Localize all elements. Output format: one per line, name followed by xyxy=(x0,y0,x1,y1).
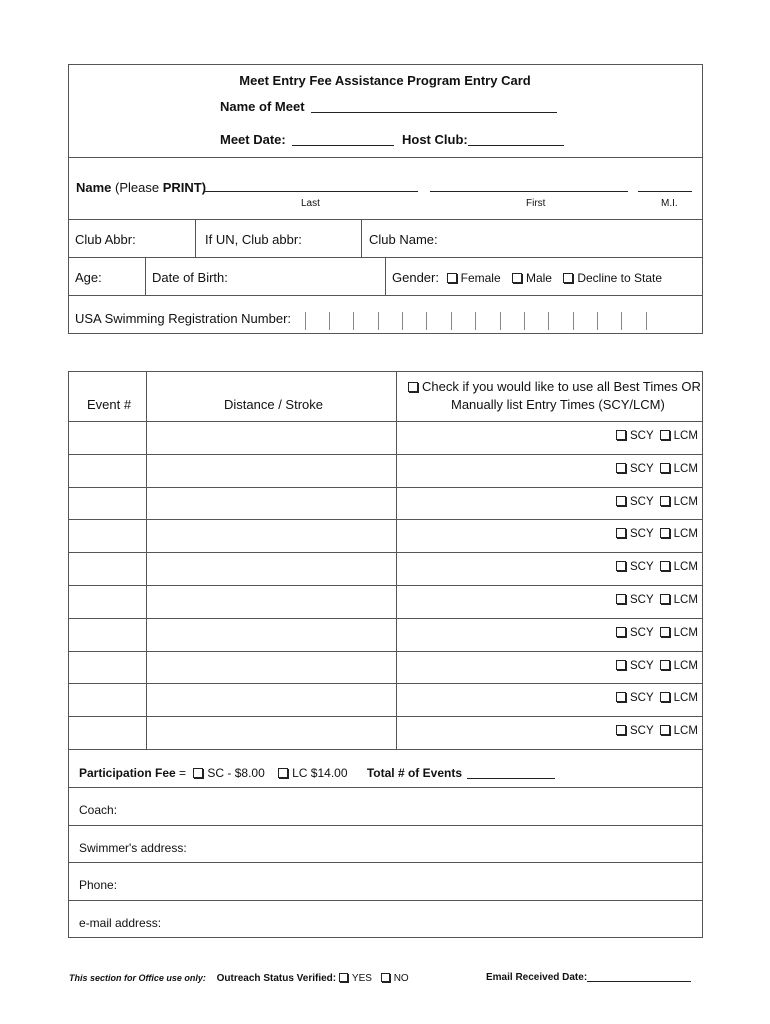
meet-date-row xyxy=(220,132,564,148)
scy-checkbox[interactable] xyxy=(616,660,626,670)
lcm-checkbox[interactable] xyxy=(660,496,670,506)
event-number-cell[interactable] xyxy=(69,651,146,684)
last-sublabel: Last xyxy=(301,198,320,209)
fee-row xyxy=(79,765,555,781)
scy-option: SCY xyxy=(630,626,654,639)
distance-stroke-cell[interactable] xyxy=(147,618,396,651)
lcm-checkbox[interactable] xyxy=(660,594,670,604)
scy-checkbox[interactable] xyxy=(616,627,626,637)
distance-stroke-cell[interactable] xyxy=(147,683,396,716)
lcm-option: LCM xyxy=(673,594,698,606)
registration-label: USA Swimming Registration Number: xyxy=(75,311,292,326)
lcm-option: LCM xyxy=(673,659,698,672)
event-course-options xyxy=(616,463,698,475)
club-name-label[interactable]: Club Name: xyxy=(369,232,438,247)
lcm-option: LCM xyxy=(673,725,698,738)
event-number-cell[interactable] xyxy=(69,585,146,618)
club-abbr-label[interactable]: Club Abbr: xyxy=(75,232,136,247)
scy-option: SCY xyxy=(630,659,654,672)
host-club-field[interactable] xyxy=(468,134,564,146)
divider xyxy=(361,219,362,257)
registration-digit-divider xyxy=(475,312,476,330)
scy-checkbox[interactable] xyxy=(616,725,626,735)
total-events-label: Total # of Events xyxy=(366,766,462,780)
divider xyxy=(68,825,703,826)
scy-checkbox[interactable] xyxy=(616,528,626,538)
event-number-cell[interactable] xyxy=(69,683,146,716)
scy-option: SCY xyxy=(630,561,654,574)
distance-stroke-cell[interactable] xyxy=(147,454,396,487)
middle-initial-field[interactable] xyxy=(638,181,692,192)
scy-checkbox[interactable] xyxy=(616,692,626,702)
lcm-checkbox[interactable] xyxy=(660,627,670,637)
registration-digit-divider xyxy=(500,312,501,330)
event-number-cell[interactable] xyxy=(69,487,146,520)
scy-option: SCY xyxy=(630,594,654,606)
event-course-options xyxy=(616,561,698,573)
lcm-checkbox[interactable] xyxy=(660,725,670,735)
dob-label[interactable]: Date of Birth: xyxy=(152,270,228,285)
registration-digit-divider xyxy=(402,312,403,330)
divider xyxy=(68,219,703,220)
phone-label[interactable]: Phone: xyxy=(79,878,118,892)
lcm-checkbox[interactable] xyxy=(660,463,670,473)
divider xyxy=(385,257,386,295)
registration-digit-divider xyxy=(548,312,549,330)
event-number-cell[interactable] xyxy=(69,421,146,454)
male-checkbox[interactable] xyxy=(512,273,522,283)
registration-digit-divider xyxy=(646,312,647,330)
meet-name-field[interactable] xyxy=(311,101,557,113)
swimmer-address-label[interactable]: Swimmer's address: xyxy=(79,841,187,855)
lc-fee-checkbox[interactable] xyxy=(278,768,288,778)
scy-option: SCY xyxy=(630,495,654,508)
female-checkbox[interactable] xyxy=(447,273,457,283)
registration-digit-divider xyxy=(621,312,622,330)
sc-fee-option: SC - $8.00 xyxy=(207,766,265,780)
registration-digit-divider xyxy=(305,312,306,330)
event-course-options xyxy=(616,692,698,704)
scy-checkbox[interactable] xyxy=(616,496,626,506)
no-checkbox[interactable] xyxy=(381,973,390,982)
total-events-field[interactable] xyxy=(467,767,555,779)
lc-fee-option: LC $14.00 xyxy=(292,766,348,780)
yes-checkbox[interactable] xyxy=(339,973,348,982)
last-name-field[interactable] xyxy=(204,181,418,192)
distance-stroke-cell[interactable] xyxy=(147,519,396,552)
card-title: Meet Entry Fee Assistance Program Entry Card xyxy=(239,73,531,88)
scy-option: SCY xyxy=(630,725,654,738)
event-number-cell[interactable] xyxy=(69,716,146,749)
divider xyxy=(68,862,703,863)
best-times-header xyxy=(408,379,701,395)
event-number-cell[interactable] xyxy=(69,519,146,552)
lcm-option: LCM xyxy=(673,528,698,541)
registration-digit-divider xyxy=(329,312,330,330)
divider xyxy=(68,900,703,901)
yes-option: YES xyxy=(351,973,372,984)
event-number-cell[interactable] xyxy=(69,618,146,651)
lcm-option: LCM xyxy=(673,561,698,574)
registration-digit-divider xyxy=(426,312,427,330)
distance-stroke-cell[interactable] xyxy=(147,487,396,520)
decline-checkbox[interactable] xyxy=(563,273,573,283)
coach-label[interactable]: Coach: xyxy=(79,803,118,817)
female-option: Female xyxy=(460,271,501,285)
registration-digit-divider xyxy=(378,312,379,330)
divider xyxy=(396,371,397,749)
event-course-options xyxy=(616,627,698,639)
email-received-row xyxy=(486,970,691,986)
scy-option: SCY xyxy=(630,528,654,541)
event-course-options xyxy=(616,528,698,540)
lcm-option: LCM xyxy=(673,692,698,705)
registration-digit-divider xyxy=(451,312,452,330)
lcm-checkbox[interactable] xyxy=(660,660,670,670)
office-footer xyxy=(69,970,409,987)
un-club-abbr-label[interactable]: If UN, Club abbr: xyxy=(205,232,302,247)
distance-stroke-header: Distance / Stroke xyxy=(224,397,323,412)
sc-fee-checkbox[interactable] xyxy=(193,768,203,778)
office-note: This section for Office use only: xyxy=(69,973,206,983)
scy-checkbox[interactable] xyxy=(616,561,626,571)
distance-stroke-cell[interactable] xyxy=(147,585,396,618)
lcm-checkbox[interactable] xyxy=(660,430,670,440)
mi-sublabel: M.I. xyxy=(661,198,678,209)
email-received-field[interactable] xyxy=(587,972,691,982)
event-number-cell[interactable] xyxy=(69,454,146,487)
fee-equals: = xyxy=(179,766,187,780)
lcm-checkbox[interactable] xyxy=(660,692,670,702)
name-row xyxy=(76,180,206,196)
lcm-option: LCM xyxy=(673,495,698,508)
please-label: (Please xyxy=(115,180,160,195)
print-label: PRINT) xyxy=(162,180,207,195)
meet-date-field[interactable] xyxy=(292,134,394,146)
gender-row xyxy=(392,270,662,286)
lcm-checkbox[interactable] xyxy=(660,561,670,571)
scy-option: SCY xyxy=(630,430,654,442)
lcm-option: LCM xyxy=(673,430,698,442)
best-times-checkbox[interactable] xyxy=(408,382,418,392)
event-course-options xyxy=(616,496,698,508)
first-name-field[interactable] xyxy=(430,181,628,192)
meet-name-label: Name of Meet xyxy=(220,99,305,114)
host-club-label: Host Club: xyxy=(402,132,468,147)
email-label[interactable]: e-mail address: xyxy=(79,916,162,930)
registration-digit-divider xyxy=(524,312,525,330)
first-sublabel: First xyxy=(526,198,546,209)
best-times-line1: Check if you would like to use all Best Times OR xyxy=(422,379,701,394)
distance-stroke-cell[interactable] xyxy=(147,552,396,585)
meet-date-label: Meet Date: xyxy=(220,132,286,147)
event-number-cell[interactable] xyxy=(69,552,146,585)
lcm-option: LCM xyxy=(673,462,698,475)
registration-digit-divider xyxy=(353,312,354,330)
divider xyxy=(68,157,703,158)
outreach-label: Outreach Status Verified: xyxy=(216,973,337,984)
name-label: Name xyxy=(76,180,112,195)
distance-stroke-cell[interactable] xyxy=(147,716,396,749)
registration-digit-divider xyxy=(597,312,598,330)
divider xyxy=(195,219,196,257)
age-label[interactable]: Age: xyxy=(75,270,102,285)
registration-digit-divider xyxy=(573,312,574,330)
gender-label: Gender: xyxy=(392,270,439,285)
distance-stroke-cell[interactable] xyxy=(147,651,396,684)
meet-name-row xyxy=(220,99,557,115)
best-times-line2: Manually list Entry Times (SCY/LCM) xyxy=(451,397,665,412)
lcm-option: LCM xyxy=(673,626,698,639)
event-course-options xyxy=(616,594,698,606)
scy-option: SCY xyxy=(630,692,654,705)
scy-checkbox[interactable] xyxy=(616,430,626,440)
scy-option: SCY xyxy=(630,462,654,475)
event-course-options xyxy=(616,660,698,672)
divider xyxy=(145,257,146,295)
email-received-label: Email Received Date: xyxy=(486,972,588,983)
event-number-header: Event # xyxy=(87,397,132,412)
scy-checkbox[interactable] xyxy=(616,594,626,604)
divider xyxy=(68,295,703,296)
event-course-options xyxy=(616,430,698,442)
no-option: NO xyxy=(393,973,409,984)
decline-option: Decline to State xyxy=(577,271,663,285)
fee-label: Participation Fee xyxy=(79,766,176,780)
event-course-options xyxy=(616,725,698,737)
divider xyxy=(68,787,703,788)
divider xyxy=(68,749,703,750)
lcm-checkbox[interactable] xyxy=(660,528,670,538)
scy-checkbox[interactable] xyxy=(616,463,626,473)
male-option: Male xyxy=(525,271,552,285)
distance-stroke-cell[interactable] xyxy=(147,421,396,454)
